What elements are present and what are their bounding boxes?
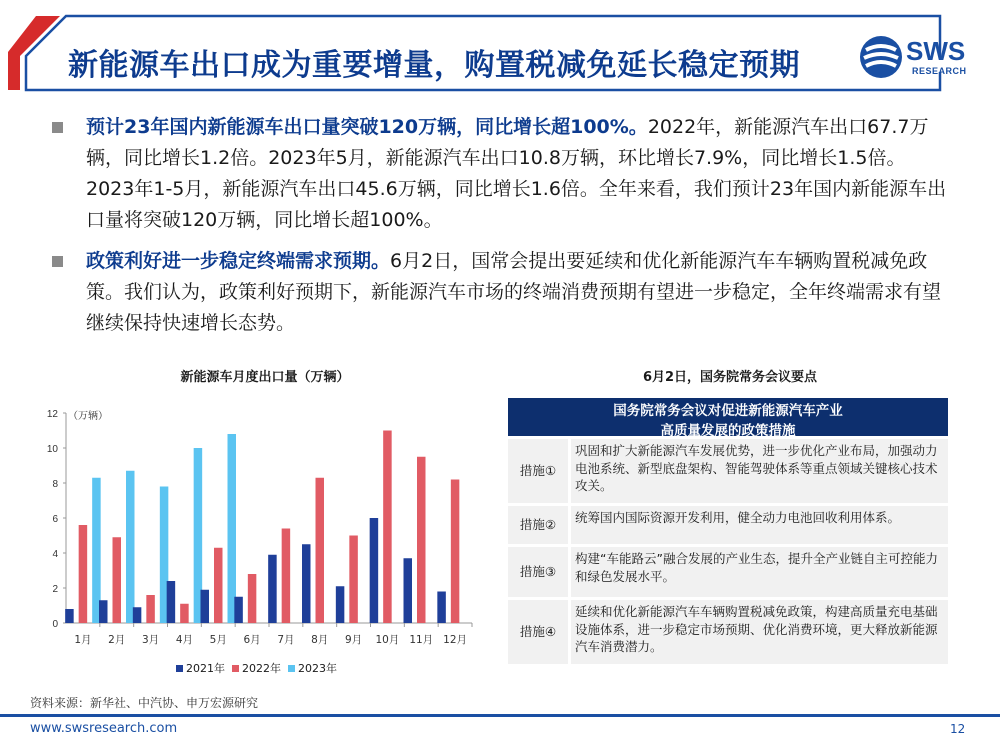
x-tick-label: 8月 [311,634,329,646]
bar-2021年 [437,592,446,624]
bar-2021年 [65,609,74,623]
bar-2023年 [126,471,135,623]
bar-2022年 [451,480,460,624]
x-tick-label: 4月 [175,634,194,646]
table-header-line2: 高质量发展的政策措施 [660,423,796,439]
row-text: 构建“车能路云”融合发展的产业生态，提升全产业链自主可控能力和绿色发展水平。 [575,551,938,584]
page-title: 新能源车出口成为重要增量，购置税减免延长稳定预期 [68,48,800,83]
export-bar-chart [36,402,476,658]
table-row [508,439,948,503]
bullet-list [48,112,948,349]
policy-table [508,398,948,664]
title-bar [0,12,1000,94]
table-row [508,547,948,597]
footer-url-link[interactable]: www.swsresearch.com [30,721,178,736]
legend-item [176,660,225,676]
bullet-text: 2022年，新能源汽车出口67.7万辆，同比增长1.2倍。2023年5月，新能源汽车出口10.8万辆，环比增长7.9%，同比增长1.5倍。2023年1-5月，新能源汽车出口45.6万辆，同比增长1.6倍。全年来看，我们预计23年国内新能源车出口量将突破120万辆，同比增长超100%。 [86,116,947,231]
bar-2021年 [201,590,210,623]
bar-2022年 [146,595,155,623]
legend-label: 2023年 [298,662,337,675]
bar-2021年 [404,558,413,623]
bar-2022年 [248,574,256,623]
logo-word: SWS [906,36,966,66]
bar-2021年 [234,597,243,623]
chart-title: 新能源车月度出口量（万辆） [180,370,350,385]
table-title: 6月2日，国务院常务会议要点 [642,370,818,385]
y-tick-label: 2 [52,584,58,595]
legend-swatch [176,665,183,672]
row-text: 延续和优化新能源汽车车辆购置税减免政策，构建高质量充电基础设施体系，进一步稳定市场预期、优化消费环境，更大释放新能源汽车消费潜力。 [575,604,938,654]
bullet-highlight: 预计23年国内新能源车出口量突破120万辆，同比增长超100%。 [86,116,648,138]
bar-2022年 [113,537,122,623]
x-tick-label: 7月 [277,634,295,646]
bar-2022年 [180,604,189,623]
legend-label: 2022年 [242,662,281,675]
bullet-square-icon [52,122,63,133]
y-tick-label: 0 [52,619,58,630]
legend-swatch [232,665,239,672]
bar-2022年 [282,529,291,624]
bar-2023年 [228,434,237,623]
legend-item [232,660,281,676]
bar-2021年 [133,607,142,623]
table-row [508,600,948,664]
sws-logo [858,34,978,84]
table-row [508,506,948,544]
bar-2022年 [214,548,223,623]
row-label: 措施④ [508,600,571,664]
bar-2022年 [79,525,88,623]
bar-2021年 [99,600,108,623]
bar-2021年 [302,544,311,623]
footer-divider [0,714,1000,717]
table-header [508,398,948,439]
chart-legend [176,660,376,676]
logo-sub: RESEARCH [912,66,967,76]
bar-2021年 [167,581,176,623]
legend-item [288,660,337,676]
logo-mark-icon [858,34,904,80]
x-tick-label: 3月 [141,634,160,646]
x-tick-label: 11月 [409,634,434,646]
x-tick-label: 12月 [443,634,468,646]
table-header-line1: 国务院常务会议对促进新能源汽车产业 [613,403,843,419]
row-text: 统筹国内国际资源开发利用，健全动力电池回收利用体系。 [575,510,901,525]
x-tick-label: 10月 [375,634,400,646]
bar-2022年 [383,431,392,624]
y-tick-label: 6 [52,514,58,525]
row-label: 措施② [508,506,571,544]
row-text: 巩固和扩大新能源汽车发展优势，进一步优化产业布局，加强动力电池系统、新型底盘架构、智能驾驶体系等重点领域关键核心技术攻关。 [575,443,938,493]
y-tick-label: 12 [46,409,58,420]
bar-2022年 [349,536,358,624]
y-tick-label: 4 [52,549,58,560]
x-tick-label: 6月 [243,634,261,646]
bar-2021年 [336,586,345,623]
y-axis-unit-label: （万辆） [68,411,108,422]
bar-2021年 [370,518,379,623]
bullet-square-icon [52,256,63,267]
bullet-item [48,112,948,236]
bullet-highlight: 政策利好进一步稳定终端需求预期。 [86,250,391,272]
bar-2021年 [268,555,277,623]
y-tick-label: 10 [46,444,58,455]
row-label: 措施① [508,439,571,503]
page-number: 12 [950,722,966,736]
bullet-text: 6月2日，国常会提出要延续和优化新能源汽车车辆购置税减免政策。我们认为，政策利好预期下，新能源汽车市场的终端消费预期有望进一步稳定，全年终端需求有望继续保持快速增长态势。 [86,250,942,334]
x-tick-label: 2月 [108,634,126,646]
bar-2022年 [316,478,325,623]
x-tick-label: 9月 [344,634,363,646]
row-label: 措施③ [508,547,571,597]
bullet-item [48,246,948,339]
bar-2022年 [417,457,426,623]
y-tick-label: 8 [52,479,58,490]
source-note: 资料来源：新华社、中汽协、申万宏源研究 [30,696,259,710]
legend-label: 2021年 [186,662,225,675]
x-tick-label: 5月 [209,634,227,646]
x-tick-label: 1月 [74,634,92,646]
legend-swatch [288,665,295,672]
